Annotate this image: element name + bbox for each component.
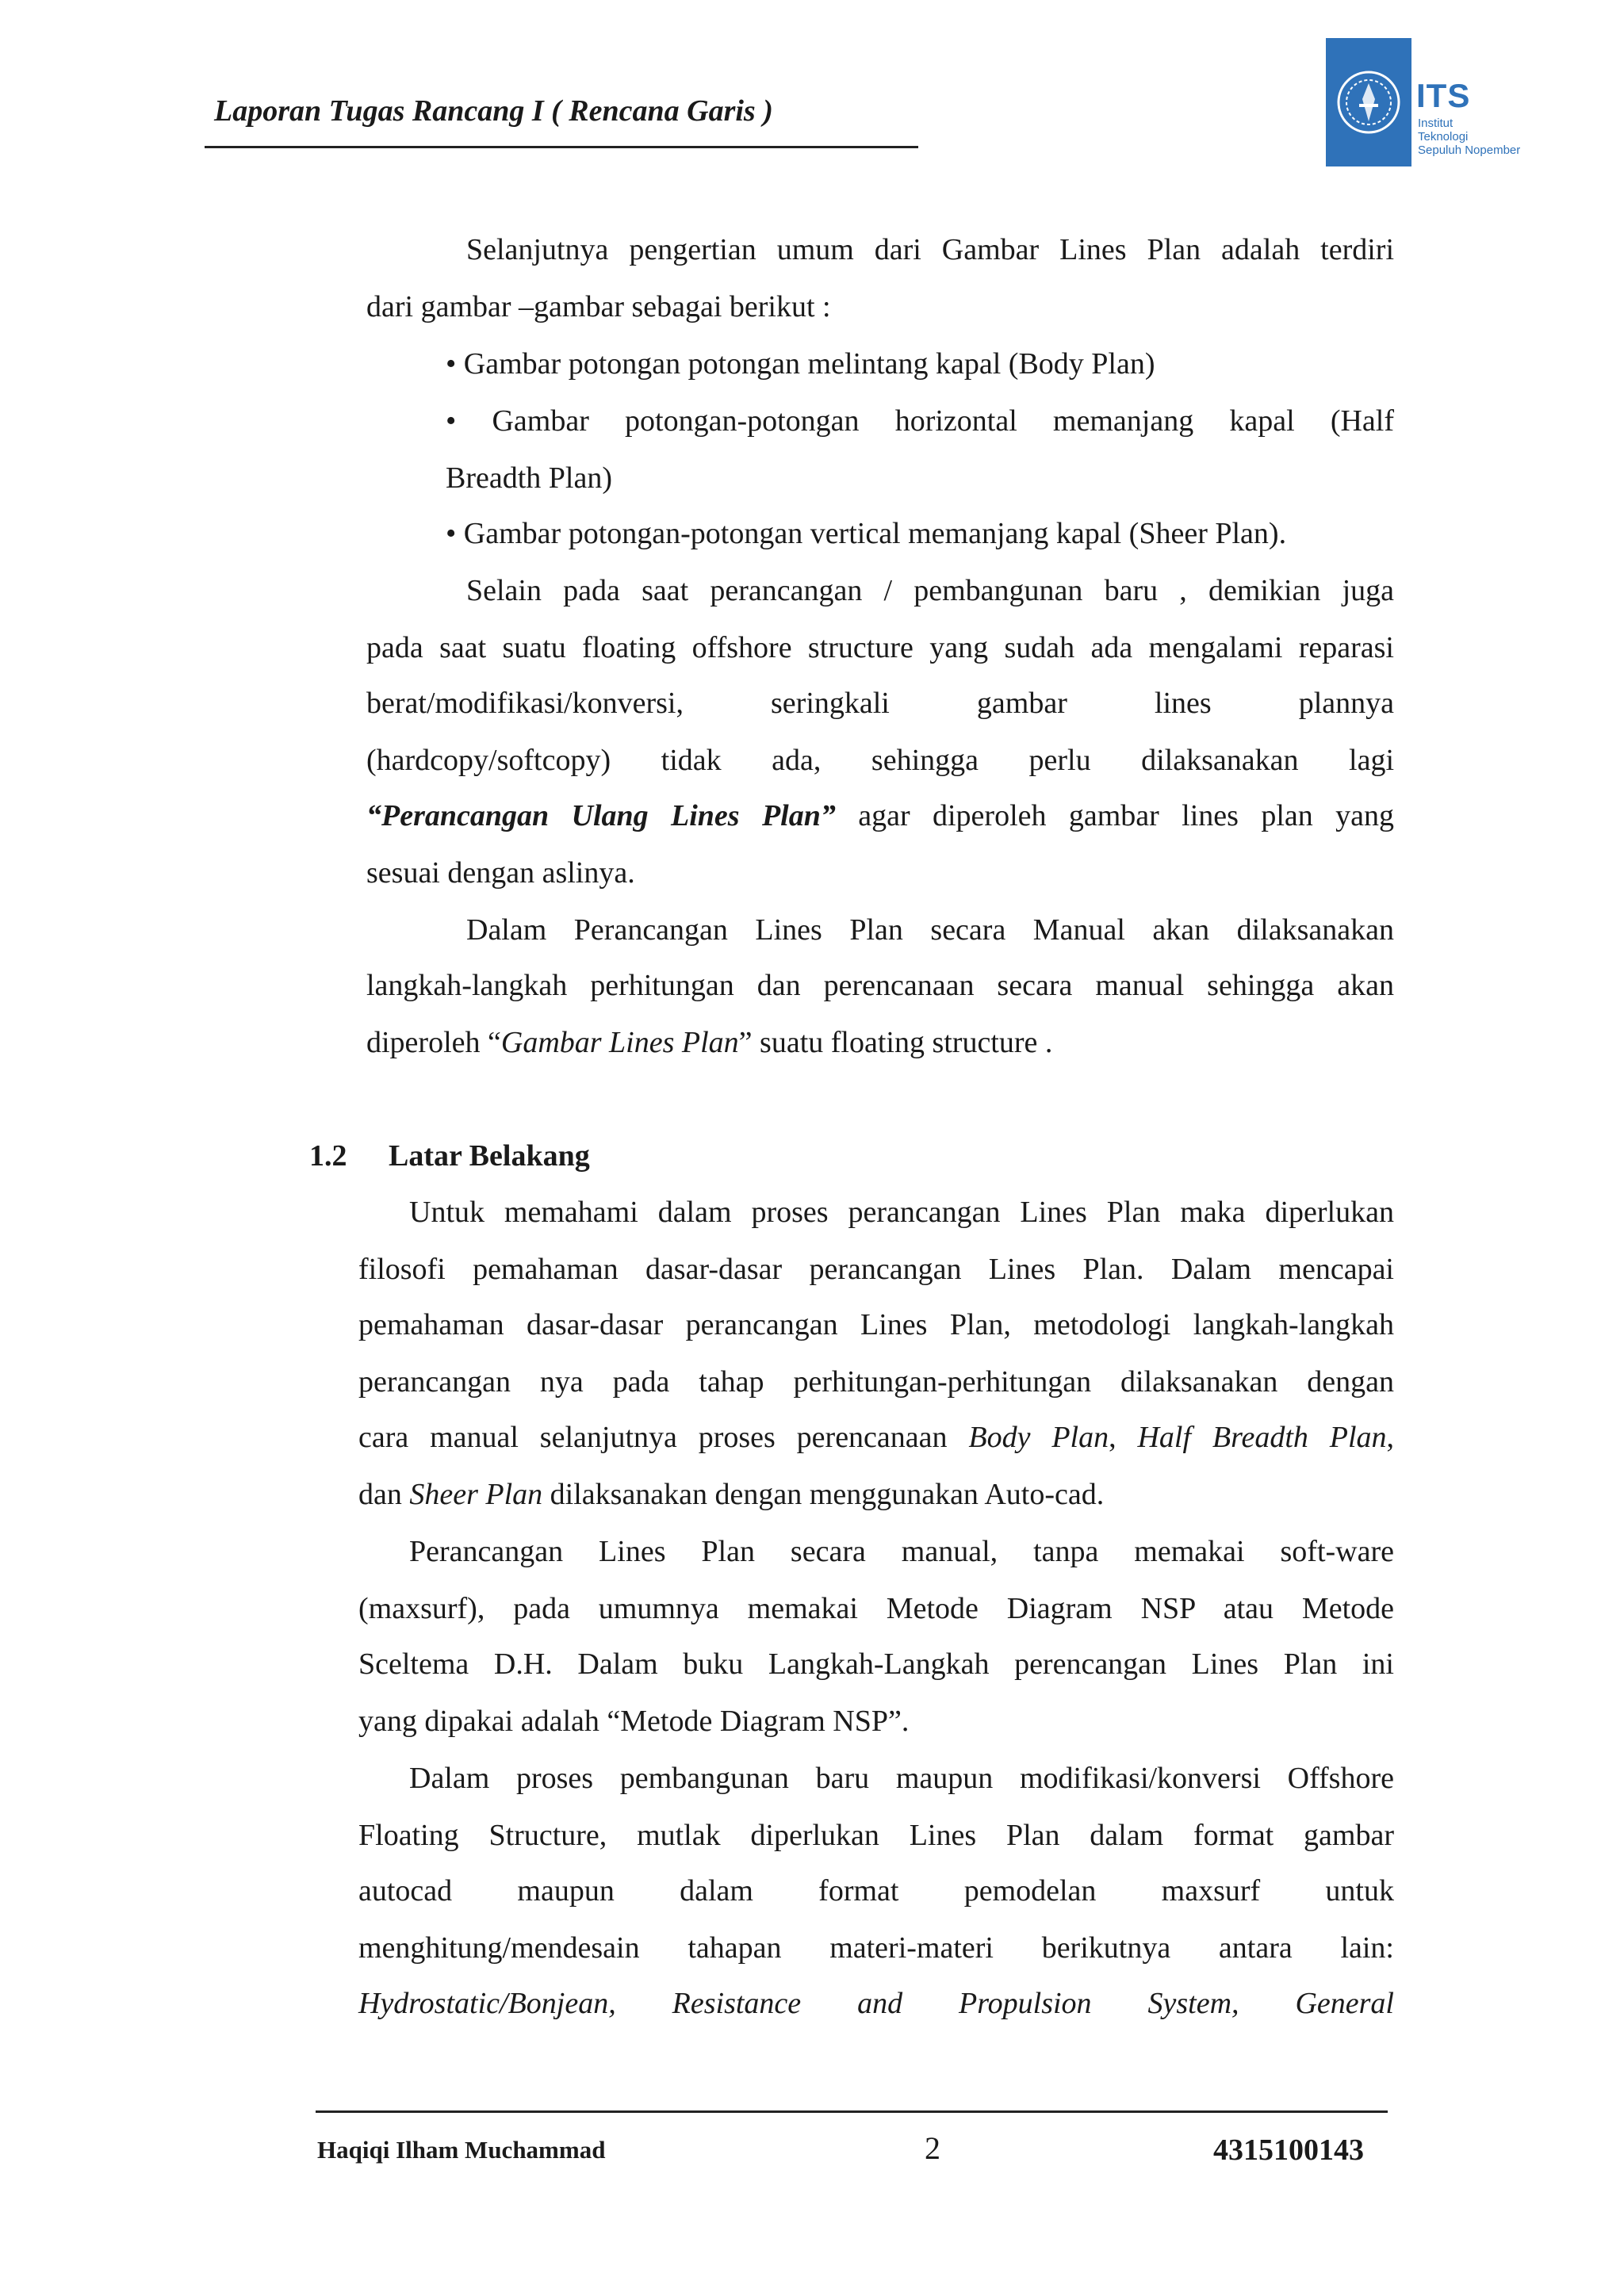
emphasis-text: Sheer Plan xyxy=(409,1478,543,1511)
paragraph-line: sesuai dengan aslinya. xyxy=(366,856,635,890)
logo-emblem-box xyxy=(1326,38,1411,166)
paragraph-line: Floating Structure, mutlak diperlukan Lines Plan dalam format gambar xyxy=(358,1819,1394,1852)
paragraph-line: Selanjutnya pengertian umum dari Gambar Lines Plan adalah terdiri xyxy=(466,233,1394,266)
section-heading xyxy=(309,1138,590,1173)
section-title: Latar Belakang xyxy=(389,1139,590,1173)
paragraph-line: pemahaman dasar-dasar perancangan Lines Plan, metodologi langkah-langkah xyxy=(358,1308,1394,1341)
paragraph-line xyxy=(358,1479,1104,1510)
footer-divider xyxy=(316,2110,1388,2113)
paragraph-line: yang dipakai adalah “Metode Diagram NSP”. xyxy=(358,1705,910,1738)
emphasis-text: Half Breadth Plan xyxy=(1137,1421,1387,1454)
paragraph-line: (hardcopy/softcopy) tidak ada, sehingga perlu dilaksanakan lagi xyxy=(366,744,1394,777)
paragraph-line: Hydrostatic/Bonjean, Resistance and Propulsion System, General xyxy=(358,1987,1394,2020)
page-number: 2 xyxy=(925,2130,940,2166)
paragraph-line: autocad maupun dalam format pemodelan maxsurf untuk xyxy=(358,1874,1394,1908)
logo-text-line: Sepuluh Nopember xyxy=(1418,144,1521,157)
report-title: Laporan Tugas Rancang I ( Rencana Garis ) xyxy=(214,94,773,128)
emphasis-text: Gambar Lines Plan xyxy=(500,1026,739,1059)
paragraph-line: langkah-langkah perhitungan dan perencanaan secara manual sehingga akan xyxy=(366,969,1394,1002)
paragraph-line: Dalam proses pembangunan baru maupun modifikasi/konversi Offshore xyxy=(409,1762,1394,1795)
logo-text-line: Teknologi xyxy=(1418,130,1469,144)
text-run: , xyxy=(1109,1421,1138,1454)
student-id: 4315100143 xyxy=(1213,2133,1364,2167)
logo-abbreviation: ITS xyxy=(1416,77,1471,114)
section-number: 1.2 xyxy=(309,1139,347,1173)
paragraph-line: menghitung/mendesain tahapan materi-materi berikutnya antara lain: xyxy=(358,1931,1394,1965)
emblem-icon xyxy=(1335,69,1402,136)
paragraph-line: Sceltema D.H. Dalam buku Langkah-Langkah perencangan Lines Plan ini xyxy=(358,1647,1394,1681)
paragraph-line: (maxsurf), pada umumnya memakai Metode Diagram NSP atau Metode xyxy=(358,1592,1394,1625)
logo-text-line: Institut xyxy=(1418,117,1454,130)
its-logo xyxy=(1326,38,1556,166)
bullet-item: • Gambar potongan potongan melintang kapal (Body Plan) xyxy=(446,347,1155,381)
emphasis-text: “Perancangan Ulang Lines Plan” xyxy=(366,799,836,832)
paragraph-line xyxy=(366,1027,1052,1058)
paragraph-line: pada saat suatu floating offshore structure yang sudah ada mengalami reparasi xyxy=(366,631,1394,664)
text-run: cara manual selanjutnya proses perencanaan xyxy=(358,1421,969,1454)
paragraph-line: Dalam Perancangan Lines Plan secara Manual akan dilaksanakan xyxy=(466,913,1394,947)
paragraph-line: Selain pada saat perancangan / pembangunan baru , demikian juga xyxy=(466,574,1394,607)
paragraph-line: Untuk memahami dalam proses perancangan Lines Plan maka diperlukan xyxy=(409,1196,1394,1229)
paragraph-line: filosofi pemahaman dasar-dasar perancangan Lines Plan. Dalam mencapai xyxy=(358,1253,1394,1286)
bullet-item-continuation: Breadth Plan) xyxy=(446,461,613,495)
paragraph-line: perancangan nya pada tahap perhitungan-perhitungan dilaksanakan dengan xyxy=(358,1365,1394,1399)
text-run: dan xyxy=(358,1478,410,1511)
text-run: dilaksanakan dengan menggunakan Auto-cad. xyxy=(542,1478,1105,1511)
text-run: ” suatu floating structure . xyxy=(738,1026,1053,1059)
footer-author: Haqiqi Ilham Muchammad xyxy=(317,2136,606,2164)
paragraph-line: Perancangan Lines Plan secara manual, tanpa memakai soft-ware xyxy=(409,1535,1394,1568)
text-run: , xyxy=(1386,1421,1395,1454)
paragraph-line xyxy=(358,1422,1394,1452)
text-run: agar diperoleh gambar lines plan yang xyxy=(835,799,1394,832)
header-divider xyxy=(205,146,918,148)
bullet-item: • Gambar potongan-potongan vertical memanjang kapal (Sheer Plan). xyxy=(446,517,1287,550)
emphasis-text: Body Plan xyxy=(968,1421,1109,1454)
paragraph-line: berat/modifikasi/konversi, seringkali gambar lines plannya xyxy=(366,687,1394,720)
text-run: diperoleh “ xyxy=(366,1026,501,1059)
bullet-item: • Gambar potongan-potongan horizontal memanjang kapal (Half xyxy=(446,404,1394,438)
paragraph-line: dari gambar –gambar sebagai berikut : xyxy=(366,290,831,323)
paragraph-line xyxy=(366,801,1394,831)
